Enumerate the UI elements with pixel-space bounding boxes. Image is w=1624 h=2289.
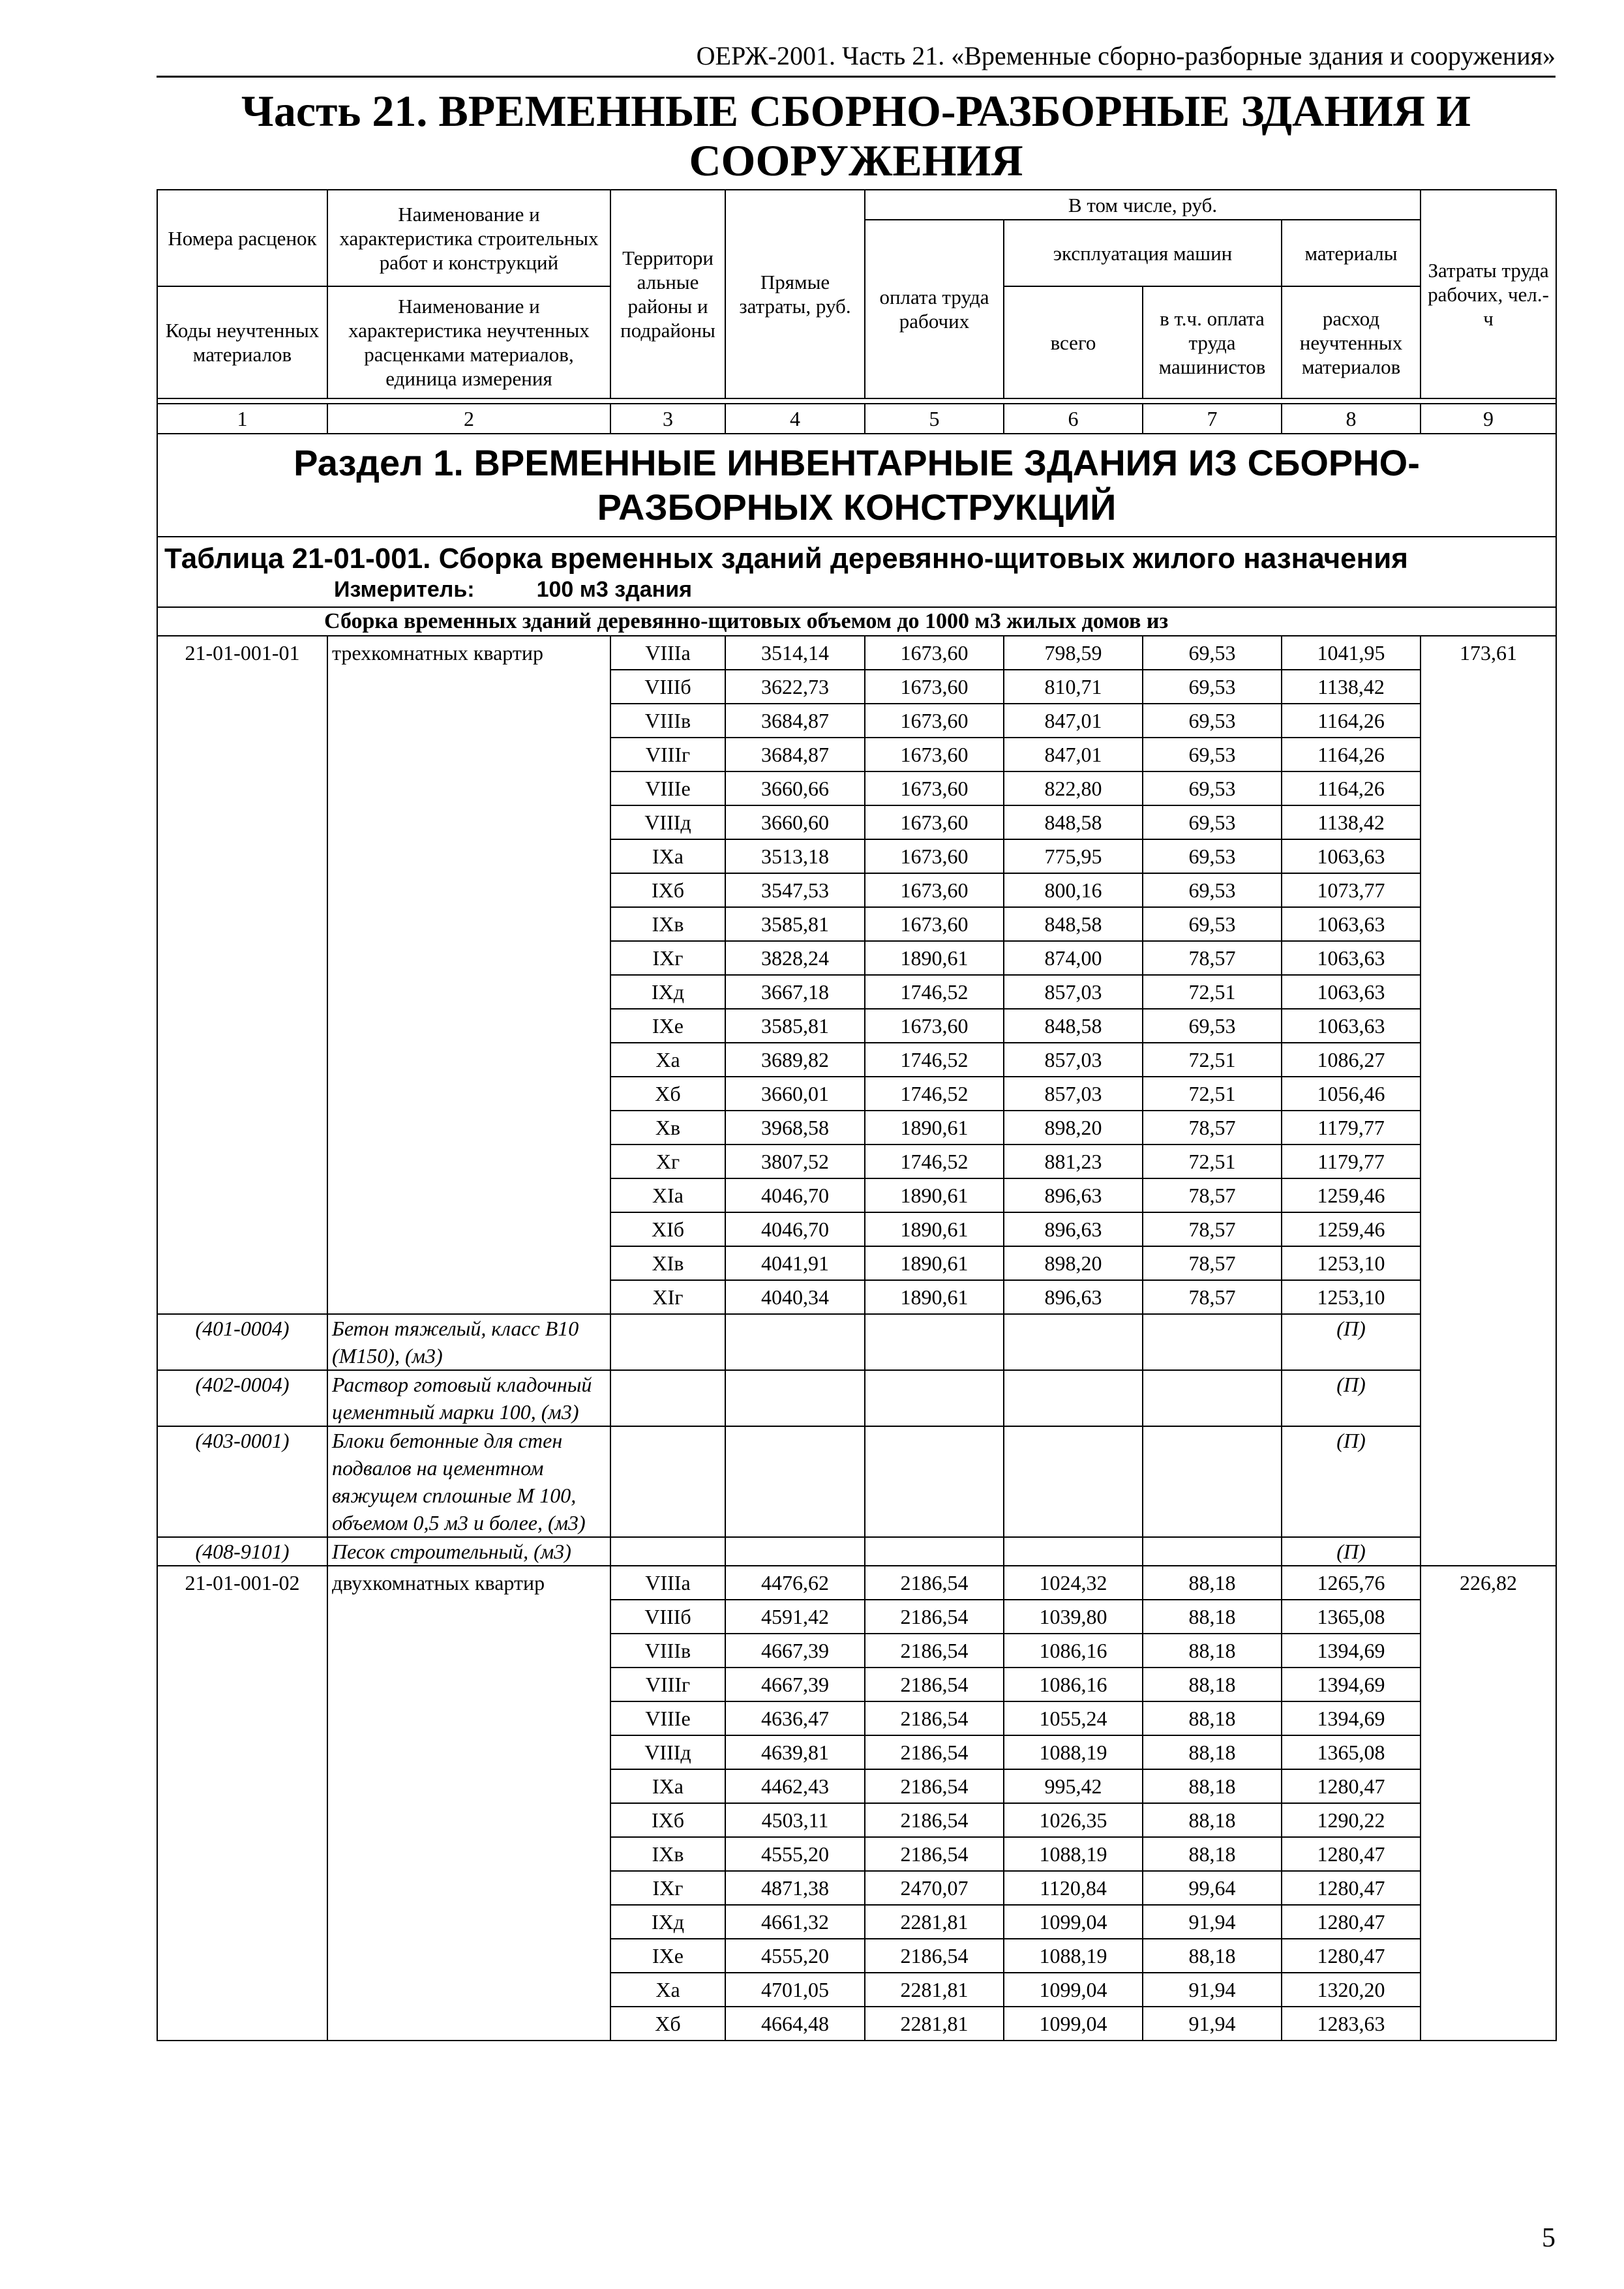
operators-wages: 78,57 bbox=[1143, 1212, 1282, 1246]
material-name: Блоки бетонные для стен подвалов на цементном вяжущем сплошные М 100, объемом 0,5 м3 и более, (м3) bbox=[327, 1426, 610, 1537]
machines-total: 775,95 bbox=[1004, 839, 1143, 873]
territory: VIIIг bbox=[610, 1668, 725, 1701]
wages: 2186,54 bbox=[865, 1668, 1004, 1701]
table-row bbox=[157, 636, 1556, 670]
direct-cost: 4636,47 bbox=[725, 1701, 865, 1735]
material-code: (403-0001) bbox=[157, 1426, 327, 1537]
part-title-line2: СООРУЖЕНИЯ bbox=[689, 136, 1023, 185]
header-material-consumption: расход неучтенных материалов bbox=[1282, 286, 1421, 398]
wages: 2470,07 bbox=[865, 1871, 1004, 1905]
empty-cell bbox=[1143, 1370, 1282, 1426]
wages: 1890,61 bbox=[865, 1280, 1004, 1314]
wages: 1673,60 bbox=[865, 805, 1004, 839]
direct-cost: 3667,18 bbox=[725, 975, 865, 1009]
territory: VIIIб bbox=[610, 670, 725, 704]
wages: 2281,81 bbox=[865, 1905, 1004, 1939]
materials: 1253,10 bbox=[1282, 1280, 1421, 1314]
operators-wages: 69,53 bbox=[1143, 873, 1282, 907]
direct-cost: 4661,32 bbox=[725, 1905, 865, 1939]
wages: 1746,52 bbox=[865, 1144, 1004, 1178]
territory: VIIIа bbox=[610, 636, 725, 670]
machines-total: 1099,04 bbox=[1004, 1973, 1143, 2007]
operators-wages: 69,53 bbox=[1143, 1009, 1282, 1043]
operators-wages: 91,94 bbox=[1143, 2007, 1282, 2041]
header-rate-numbers: Номера расценок bbox=[157, 190, 327, 286]
machines-total: 798,59 bbox=[1004, 636, 1143, 670]
header-operators-wages: в т.ч. оплата труда машинистов bbox=[1143, 286, 1282, 398]
territory: Xв bbox=[610, 1111, 725, 1144]
materials: 1394,69 bbox=[1282, 1668, 1421, 1701]
materials: 1280,47 bbox=[1282, 1939, 1421, 1973]
operators-wages: 88,18 bbox=[1143, 1837, 1282, 1871]
territory: XIа bbox=[610, 1178, 725, 1212]
operators-wages: 69,53 bbox=[1143, 805, 1282, 839]
header-wages: оплата труда рабочих bbox=[865, 220, 1004, 398]
materials: 1280,47 bbox=[1282, 1871, 1421, 1905]
operators-wages: 88,18 bbox=[1143, 1668, 1282, 1701]
operators-wages: 88,18 bbox=[1143, 1566, 1282, 1600]
header-direct-costs: Прямые затраты, руб. bbox=[725, 190, 865, 398]
territory: XIб bbox=[610, 1212, 725, 1246]
direct-cost: 4046,70 bbox=[725, 1212, 865, 1246]
header-codes: Коды неучтенных материалов bbox=[157, 286, 327, 398]
materials: 1365,08 bbox=[1282, 1600, 1421, 1634]
materials: 1280,47 bbox=[1282, 1837, 1421, 1871]
territory: Xб bbox=[610, 1077, 725, 1111]
table-title-cell bbox=[157, 537, 1556, 607]
direct-cost: 4639,81 bbox=[725, 1735, 865, 1769]
material-row bbox=[157, 1314, 1556, 1370]
direct-cost: 4591,42 bbox=[725, 1600, 865, 1634]
direct-cost: 3807,52 bbox=[725, 1144, 865, 1178]
materials: 1394,69 bbox=[1282, 1701, 1421, 1735]
subsection-title: Сборка временных зданий деревянно-щитовых объемом до 1000 м3 жилых домов из bbox=[157, 607, 1556, 636]
material-name: Песок строительный, (м3) bbox=[327, 1537, 610, 1566]
machines-total: 898,20 bbox=[1004, 1111, 1143, 1144]
material-row bbox=[157, 1537, 1556, 1566]
materials: 1283,63 bbox=[1282, 2007, 1421, 2041]
territory: IXб bbox=[610, 873, 725, 907]
territory: Xг bbox=[610, 1144, 725, 1178]
territory: VIIIг bbox=[610, 738, 725, 771]
materials: 1063,63 bbox=[1282, 1009, 1421, 1043]
empty-cell bbox=[610, 1426, 725, 1537]
machines-total: 995,42 bbox=[1004, 1769, 1143, 1803]
empty-cell bbox=[1143, 1314, 1282, 1370]
header-machines-total: всего bbox=[1004, 286, 1143, 398]
wages: 2186,54 bbox=[865, 1566, 1004, 1600]
wages: 2186,54 bbox=[865, 1701, 1004, 1735]
empty-cell bbox=[865, 1537, 1004, 1566]
materials: 1290,22 bbox=[1282, 1803, 1421, 1837]
section-title bbox=[157, 434, 1556, 537]
rate-name: трехкомнатных квартир bbox=[327, 636, 610, 1314]
empty-cell bbox=[865, 1426, 1004, 1537]
materials: 1265,76 bbox=[1282, 1566, 1421, 1600]
header-labor: Затраты труда рабочих, чел.-ч bbox=[1421, 190, 1556, 398]
operators-wages: 69,53 bbox=[1143, 738, 1282, 771]
wages: 1890,61 bbox=[865, 1178, 1004, 1212]
wages: 1673,60 bbox=[865, 636, 1004, 670]
machines-total: 1024,32 bbox=[1004, 1566, 1143, 1600]
operators-wages: 99,64 bbox=[1143, 1871, 1282, 1905]
machines-total: 881,23 bbox=[1004, 1144, 1143, 1178]
operators-wages: 88,18 bbox=[1143, 1939, 1282, 1973]
table-row bbox=[157, 1566, 1556, 1600]
wages: 2186,54 bbox=[865, 1769, 1004, 1803]
territory: VIIIд bbox=[610, 805, 725, 839]
direct-cost: 4046,70 bbox=[725, 1178, 865, 1212]
machines-total: 896,63 bbox=[1004, 1280, 1143, 1314]
direct-cost: 4040,34 bbox=[725, 1280, 865, 1314]
direct-cost: 3968,58 bbox=[725, 1111, 865, 1144]
direct-cost: 3585,81 bbox=[725, 1009, 865, 1043]
header-name-bottom: Наименование и характеристика неучтенных расценками материалов, единица измерения bbox=[327, 286, 610, 398]
part-title bbox=[157, 86, 1556, 185]
machines-total: 857,03 bbox=[1004, 1077, 1143, 1111]
material-amount: (П) bbox=[1282, 1370, 1421, 1426]
direct-cost: 3660,01 bbox=[725, 1077, 865, 1111]
direct-cost: 4555,20 bbox=[725, 1837, 865, 1871]
territory: Xа bbox=[610, 1973, 725, 2007]
wages: 1890,61 bbox=[865, 941, 1004, 975]
page-number: 5 bbox=[1542, 2223, 1556, 2253]
wages: 2186,54 bbox=[865, 1634, 1004, 1668]
operators-wages: 69,53 bbox=[1143, 670, 1282, 704]
machines-total: 898,20 bbox=[1004, 1246, 1143, 1280]
empty-cell bbox=[865, 1370, 1004, 1426]
column-numbers-row bbox=[157, 404, 1556, 434]
wages: 1673,60 bbox=[865, 839, 1004, 873]
wages: 1673,60 bbox=[865, 873, 1004, 907]
direct-cost: 3585,81 bbox=[725, 907, 865, 941]
wages: 1673,60 bbox=[865, 1009, 1004, 1043]
materials: 1320,20 bbox=[1282, 1973, 1421, 2007]
territory: IXб bbox=[610, 1803, 725, 1837]
wages: 1673,60 bbox=[865, 670, 1004, 704]
empty-cell bbox=[725, 1314, 865, 1370]
territory: IXд bbox=[610, 1905, 725, 1939]
materials: 1179,77 bbox=[1282, 1111, 1421, 1144]
direct-cost: 3547,53 bbox=[725, 873, 865, 907]
operators-wages: 91,94 bbox=[1143, 1905, 1282, 1939]
machines-total: 874,00 bbox=[1004, 941, 1143, 975]
materials: 1063,63 bbox=[1282, 975, 1421, 1009]
machines-total: 848,58 bbox=[1004, 805, 1143, 839]
material-amount: (П) bbox=[1282, 1426, 1421, 1537]
operators-wages: 78,57 bbox=[1143, 1280, 1282, 1314]
direct-cost: 4462,43 bbox=[725, 1769, 865, 1803]
territory: VIIIа bbox=[610, 1566, 725, 1600]
machines-total: 822,80 bbox=[1004, 771, 1143, 805]
direct-cost: 4871,38 bbox=[725, 1871, 865, 1905]
machines-total: 1099,04 bbox=[1004, 2007, 1143, 2041]
labor-cost: 226,82 bbox=[1421, 1566, 1556, 2041]
machines-total: 1086,16 bbox=[1004, 1668, 1143, 1701]
column-number: 4 bbox=[725, 404, 865, 434]
territory: VIIIе bbox=[610, 771, 725, 805]
materials: 1253,10 bbox=[1282, 1246, 1421, 1280]
operators-wages: 88,18 bbox=[1143, 1634, 1282, 1668]
materials: 1259,46 bbox=[1282, 1212, 1421, 1246]
empty-cell bbox=[725, 1370, 865, 1426]
materials: 1063,63 bbox=[1282, 907, 1421, 941]
wages: 2186,54 bbox=[865, 1837, 1004, 1871]
territory: VIIIв bbox=[610, 1634, 725, 1668]
direct-cost: 3660,60 bbox=[725, 805, 865, 839]
machines-total: 1026,35 bbox=[1004, 1803, 1143, 1837]
direct-cost: 4476,62 bbox=[725, 1566, 865, 1600]
territory: XIв bbox=[610, 1246, 725, 1280]
direct-cost: 4555,20 bbox=[725, 1939, 865, 1973]
operators-wages: 78,57 bbox=[1143, 1111, 1282, 1144]
operators-wages: 72,51 bbox=[1143, 1144, 1282, 1178]
material-code: (408-9101) bbox=[157, 1537, 327, 1566]
empty-cell bbox=[1004, 1537, 1143, 1566]
territory: XIг bbox=[610, 1280, 725, 1314]
direct-cost: 4503,11 bbox=[725, 1803, 865, 1837]
direct-cost: 3689,82 bbox=[725, 1043, 865, 1077]
table-title: Таблица 21-01-001. Сборка временных зданий деревянно-щитовых жилого назначения bbox=[164, 543, 1408, 575]
operators-wages: 69,53 bbox=[1143, 771, 1282, 805]
machines-total: 857,03 bbox=[1004, 975, 1143, 1009]
machines-total: 1039,80 bbox=[1004, 1600, 1143, 1634]
wages: 1673,60 bbox=[865, 704, 1004, 738]
operators-wages: 72,51 bbox=[1143, 1043, 1282, 1077]
materials: 1280,47 bbox=[1282, 1905, 1421, 1939]
empty-cell bbox=[865, 1314, 1004, 1370]
direct-cost: 4667,39 bbox=[725, 1634, 865, 1668]
direct-cost: 3684,87 bbox=[725, 738, 865, 771]
column-number: 3 bbox=[610, 404, 725, 434]
materials: 1056,46 bbox=[1282, 1077, 1421, 1111]
empty-cell bbox=[1004, 1370, 1143, 1426]
materials: 1164,26 bbox=[1282, 771, 1421, 805]
wages: 2186,54 bbox=[865, 1600, 1004, 1634]
materials: 1365,08 bbox=[1282, 1735, 1421, 1769]
rate-code: 21-01-001-02 bbox=[157, 1566, 327, 2041]
territory: VIIIв bbox=[610, 704, 725, 738]
empty-cell bbox=[1143, 1537, 1282, 1566]
materials: 1063,63 bbox=[1282, 941, 1421, 975]
territory: Xа bbox=[610, 1043, 725, 1077]
operators-wages: 91,94 bbox=[1143, 1973, 1282, 2007]
rate-code: 21-01-001-01 bbox=[157, 636, 327, 1314]
material-code: (402-0004) bbox=[157, 1370, 327, 1426]
header-name-top: Наименование и характеристика строительных работ и конструкций bbox=[327, 190, 610, 286]
direct-cost: 3622,73 bbox=[725, 670, 865, 704]
operators-wages: 78,57 bbox=[1143, 1246, 1282, 1280]
territory: IXе bbox=[610, 1939, 725, 1973]
materials: 1086,27 bbox=[1282, 1043, 1421, 1077]
direct-cost: 4041,91 bbox=[725, 1246, 865, 1280]
material-amount: (П) bbox=[1282, 1537, 1421, 1566]
machines-total: 1099,04 bbox=[1004, 1905, 1143, 1939]
empty-cell bbox=[725, 1426, 865, 1537]
materials: 1164,26 bbox=[1282, 704, 1421, 738]
materials: 1164,26 bbox=[1282, 738, 1421, 771]
measure-label: Измеритель: bbox=[334, 577, 475, 602]
materials: 1259,46 bbox=[1282, 1178, 1421, 1212]
empty-cell bbox=[725, 1537, 865, 1566]
material-row bbox=[157, 1370, 1556, 1426]
machines-total: 1088,19 bbox=[1004, 1837, 1143, 1871]
direct-cost: 4664,48 bbox=[725, 2007, 865, 2041]
operators-wages: 88,18 bbox=[1143, 1769, 1282, 1803]
machines-total: 848,58 bbox=[1004, 1009, 1143, 1043]
direct-cost: 4667,39 bbox=[725, 1668, 865, 1701]
operators-wages: 72,51 bbox=[1143, 1077, 1282, 1111]
measure-value: 100 м3 здания bbox=[536, 577, 692, 602]
operators-wages: 69,53 bbox=[1143, 636, 1282, 670]
machines-total: 810,71 bbox=[1004, 670, 1143, 704]
running-header: ОЕРЖ-2001. Часть 21. «Временные сборно-разборные здания и сооружения» bbox=[157, 40, 1556, 78]
measure bbox=[334, 576, 1549, 603]
wages: 2281,81 bbox=[865, 1973, 1004, 2007]
territory: IXа bbox=[610, 839, 725, 873]
materials: 1073,77 bbox=[1282, 873, 1421, 907]
machines-total: 1055,24 bbox=[1004, 1701, 1143, 1735]
wages: 1890,61 bbox=[865, 1212, 1004, 1246]
materials: 1041,95 bbox=[1282, 636, 1421, 670]
operators-wages: 69,53 bbox=[1143, 839, 1282, 873]
wages: 2281,81 bbox=[865, 2007, 1004, 2041]
wages: 1673,60 bbox=[865, 907, 1004, 941]
wages: 1746,52 bbox=[865, 975, 1004, 1009]
operators-wages: 88,18 bbox=[1143, 1600, 1282, 1634]
empty-cell bbox=[1143, 1426, 1282, 1537]
direct-cost: 4701,05 bbox=[725, 1973, 865, 2007]
territory: IXе bbox=[610, 1009, 725, 1043]
wages: 1673,60 bbox=[865, 738, 1004, 771]
column-number: 2 bbox=[327, 404, 610, 434]
territory: IXв bbox=[610, 907, 725, 941]
material-name: Раствор готовый кладочный цементный марки 100, (м3) bbox=[327, 1370, 610, 1426]
machines-total: 1120,84 bbox=[1004, 1871, 1143, 1905]
wages: 2186,54 bbox=[865, 1735, 1004, 1769]
territory: IXг bbox=[610, 1871, 725, 1905]
rate-name: двухкомнатных квартир bbox=[327, 1566, 610, 2041]
empty-cell bbox=[610, 1537, 725, 1566]
header-materials: материалы bbox=[1282, 220, 1421, 286]
machines-total: 896,63 bbox=[1004, 1212, 1143, 1246]
machines-total: 847,01 bbox=[1004, 704, 1143, 738]
section-title-line2: РАЗБОРНЫХ КОНСТРУКЦИЙ bbox=[597, 486, 1117, 528]
column-number: 9 bbox=[1421, 404, 1556, 434]
header-spacer bbox=[157, 398, 1556, 404]
wages: 1746,52 bbox=[865, 1043, 1004, 1077]
territory: VIIIд bbox=[610, 1735, 725, 1769]
direct-cost: 3660,66 bbox=[725, 771, 865, 805]
wages: 1890,61 bbox=[865, 1246, 1004, 1280]
direct-cost: 3684,87 bbox=[725, 704, 865, 738]
column-number: 5 bbox=[865, 404, 1004, 434]
materials: 1138,42 bbox=[1282, 670, 1421, 704]
header-machines: эксплуатация машин bbox=[1004, 220, 1282, 286]
materials: 1394,69 bbox=[1282, 1634, 1421, 1668]
operators-wages: 88,18 bbox=[1143, 1735, 1282, 1769]
material-name: Бетон тяжелый, класс В10 (М150), (м3) bbox=[327, 1314, 610, 1370]
header-territory: Территори альные районы и подрайоны bbox=[610, 190, 725, 398]
empty-cell bbox=[1004, 1314, 1143, 1370]
machines-total: 1086,16 bbox=[1004, 1634, 1143, 1668]
machines-total: 857,03 bbox=[1004, 1043, 1143, 1077]
machines-total: 1088,19 bbox=[1004, 1735, 1143, 1769]
part-title-line1: Часть 21. ВРЕМЕННЫЕ СБОРНО-РАЗБОРНЫЕ ЗДАНИЯ И bbox=[241, 86, 1471, 136]
material-row bbox=[157, 1426, 1556, 1537]
header-including: В том числе, руб. bbox=[865, 190, 1421, 220]
material-amount: (П) bbox=[1282, 1314, 1421, 1370]
materials: 1138,42 bbox=[1282, 805, 1421, 839]
labor-cost: 173,61 bbox=[1421, 636, 1556, 1566]
machines-total: 896,63 bbox=[1004, 1178, 1143, 1212]
machines-total: 848,58 bbox=[1004, 907, 1143, 941]
wages: 1673,60 bbox=[865, 771, 1004, 805]
operators-wages: 88,18 bbox=[1143, 1803, 1282, 1837]
column-number: 1 bbox=[157, 404, 327, 434]
territory: IXв bbox=[610, 1837, 725, 1871]
machines-total: 1088,19 bbox=[1004, 1939, 1143, 1973]
wages: 2186,54 bbox=[865, 1803, 1004, 1837]
operators-wages: 78,57 bbox=[1143, 941, 1282, 975]
section-title-line1: Раздел 1. ВРЕМЕННЫЕ ИНВЕНТАРНЫЕ ЗДАНИЯ ИЗ СБОРНО- bbox=[293, 442, 1420, 483]
column-number: 8 bbox=[1282, 404, 1421, 434]
territory: VIIIб bbox=[610, 1600, 725, 1634]
wages: 1746,52 bbox=[865, 1077, 1004, 1111]
column-number: 6 bbox=[1004, 404, 1143, 434]
operators-wages: 72,51 bbox=[1143, 975, 1282, 1009]
territory: Xб bbox=[610, 2007, 725, 2041]
wages: 2186,54 bbox=[865, 1939, 1004, 1973]
empty-cell bbox=[610, 1370, 725, 1426]
operators-wages: 69,53 bbox=[1143, 907, 1282, 941]
territory: VIIIе bbox=[610, 1701, 725, 1735]
territory: IXа bbox=[610, 1769, 725, 1803]
machines-total: 847,01 bbox=[1004, 738, 1143, 771]
direct-cost: 3514,14 bbox=[725, 636, 865, 670]
operators-wages: 88,18 bbox=[1143, 1701, 1282, 1735]
direct-cost: 3828,24 bbox=[725, 941, 865, 975]
materials: 1063,63 bbox=[1282, 839, 1421, 873]
territory: IXд bbox=[610, 975, 725, 1009]
empty-cell bbox=[1004, 1426, 1143, 1537]
machines-total: 800,16 bbox=[1004, 873, 1143, 907]
materials: 1179,77 bbox=[1282, 1144, 1421, 1178]
materials: 1280,47 bbox=[1282, 1769, 1421, 1803]
territory: IXг bbox=[610, 941, 725, 975]
material-code: (401-0004) bbox=[157, 1314, 327, 1370]
wages: 1890,61 bbox=[865, 1111, 1004, 1144]
empty-cell bbox=[610, 1314, 725, 1370]
column-number: 7 bbox=[1143, 404, 1282, 434]
rates-table bbox=[157, 189, 1557, 2041]
operators-wages: 78,57 bbox=[1143, 1178, 1282, 1212]
operators-wages: 69,53 bbox=[1143, 704, 1282, 738]
direct-cost: 3513,18 bbox=[725, 839, 865, 873]
